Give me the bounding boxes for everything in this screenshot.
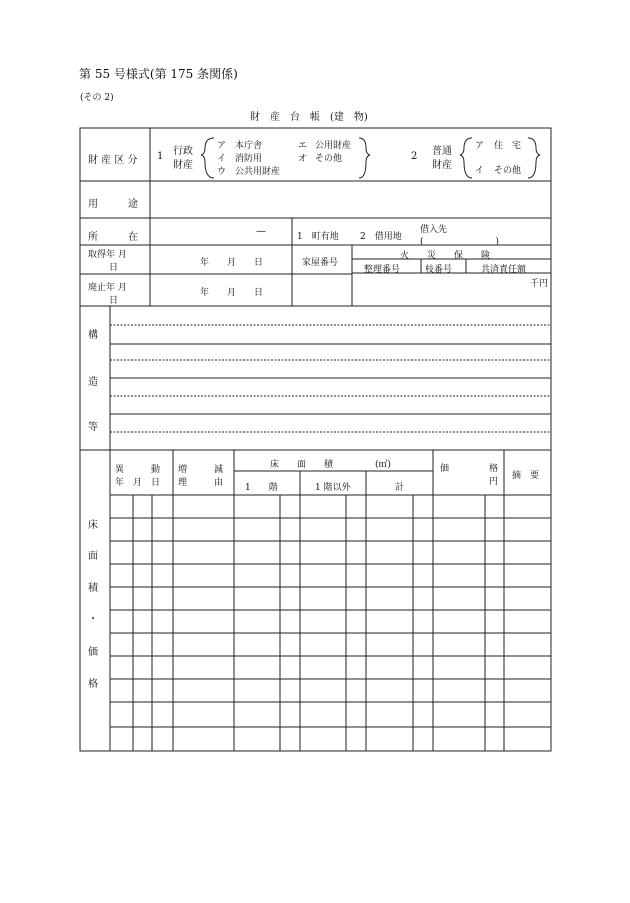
floor-side-label-1: 床 xyxy=(88,520,98,531)
gyosei-item-e: 公用財産 xyxy=(315,141,352,151)
usage-label: 用 途 xyxy=(88,199,138,210)
floor-area-total: 計 xyxy=(395,483,405,493)
fire-insurance-title: 火 災 保 険 xyxy=(400,251,491,261)
location-label: 所 在 xyxy=(88,232,138,243)
borrow-from-paren: ( ) xyxy=(420,237,500,247)
classification-futsu-label-1: 普通 xyxy=(432,146,452,157)
classification-futsu-label-2: 財産 xyxy=(432,160,452,171)
value-unit: 円 xyxy=(489,477,499,487)
acquired-date-value: 年 月 日 xyxy=(200,258,264,268)
futsu-item-i-kana: イ xyxy=(475,166,485,176)
gyosei-item-e-kana: エ xyxy=(298,141,308,151)
futsu-item-i: その他 xyxy=(494,166,522,176)
change-date-label-2: 年 月 日 xyxy=(115,478,161,488)
floor-area-label: 床 面 積 xyxy=(270,460,334,470)
location-opt-leased: 2 借用地 xyxy=(360,232,402,242)
gyosei-item-u-kana: ウ xyxy=(217,167,227,177)
disposed-date-value: 年 月 日 xyxy=(200,288,264,298)
classification-label: 財 産 区 分 xyxy=(88,155,138,166)
borrow-from-label: 借入先 xyxy=(420,225,448,235)
change-reason-label-2: 理 由 xyxy=(178,478,224,488)
gyosei-item-o: その他 xyxy=(315,154,343,164)
disposed-date-label-2: 日 xyxy=(109,296,119,306)
gyosei-item-a-kana: ア xyxy=(217,141,227,151)
gyosei-item-i-kana: イ xyxy=(217,154,227,164)
classification-opt2-number: 2 xyxy=(411,151,418,162)
ledger-title: 財 産 台 帳 (建 物) xyxy=(250,112,368,123)
gyosei-item-a: 本庁舎 xyxy=(235,141,263,151)
acquired-date-label-1: 取得年 月 xyxy=(88,250,127,260)
house-number-label: 家屋番号 xyxy=(302,258,339,268)
floor-area-first-floor: 1 階 xyxy=(245,483,278,493)
classification-gyosei-label-2: 財産 xyxy=(173,160,193,171)
structure-label-1: 構 xyxy=(88,330,98,341)
value-label: 価 xyxy=(440,464,450,474)
location-opt-town-owned: 1 町有地 xyxy=(297,232,339,242)
remarks-label: 摘 要 xyxy=(512,471,540,481)
disposed-date-label-1: 廃止年 月 xyxy=(88,283,127,293)
floor-area-other-floors: 1 階以外 xyxy=(315,483,351,493)
value-label-char: 格 xyxy=(489,464,499,474)
floor-side-label-4: ・ xyxy=(88,614,98,625)
form-number-title: 第 55 号様式(第 175 条関係) xyxy=(79,67,238,81)
futsu-item-a: 住 宅 xyxy=(494,141,522,151)
acquired-date-label-2: 日 xyxy=(109,263,119,273)
floor-area-unit: (㎡) xyxy=(375,460,392,470)
gyosei-item-i: 消防用 xyxy=(235,154,263,164)
form-subtitle: (その 2) xyxy=(80,93,114,103)
floor-side-label-5: 価 xyxy=(88,647,98,658)
floor-side-label-3: 積 xyxy=(88,583,98,594)
classification-gyosei-label-1: 行政 xyxy=(173,146,193,157)
fire-insurance-branch-number: 枝番号 xyxy=(425,265,453,275)
floor-side-label-2: 面 xyxy=(88,551,98,562)
structure-label-3: 等 xyxy=(88,422,98,433)
floor-side-label-6: 格 xyxy=(88,679,98,690)
fire-insurance-liability: 共済責任額 xyxy=(481,265,527,275)
gyosei-item-u: 公共用財産 xyxy=(235,167,281,177)
gyosei-item-o-kana: オ xyxy=(298,154,308,164)
futsu-item-a-kana: ア xyxy=(475,141,485,151)
change-reason-label-1: 増 減 xyxy=(178,465,224,475)
fire-insurance-ref-number: 整理番号 xyxy=(364,265,401,275)
outer-border xyxy=(80,128,551,751)
location-dash: — xyxy=(256,226,266,237)
change-date-label-1: 異 動 xyxy=(115,465,161,475)
liability-unit: 千円 xyxy=(530,279,549,289)
classification-opt1-number: 1 xyxy=(157,151,164,162)
structure-label-2: 造 xyxy=(88,377,98,388)
